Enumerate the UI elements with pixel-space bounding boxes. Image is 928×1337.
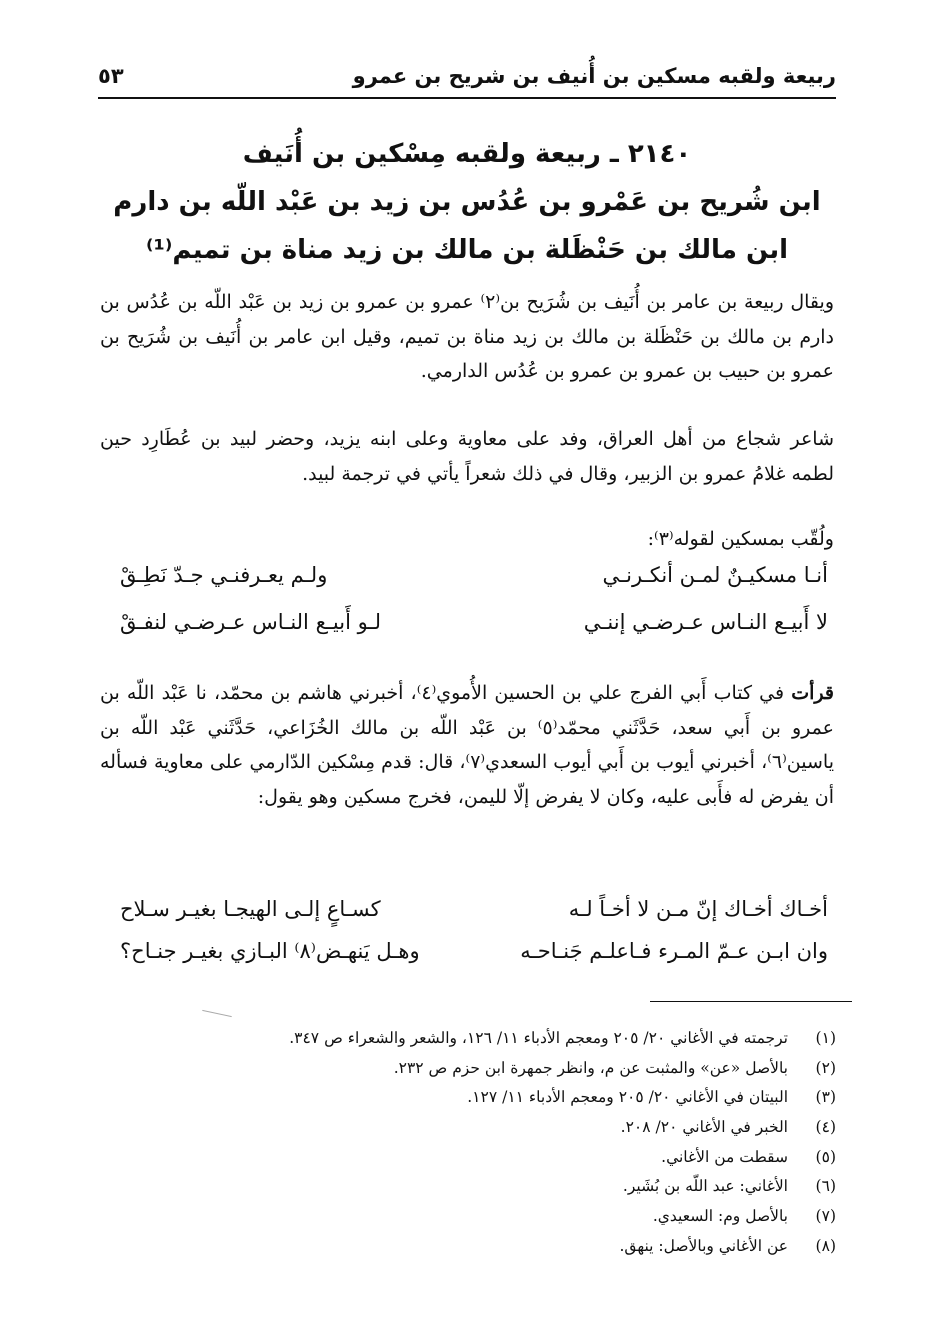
footnote-text: الأغاني: عبد اللّه بن بُشَير.	[622, 1177, 788, 1196]
footnotes	[100, 1024, 836, 1262]
footnote-text: سقطت من الأغاني.	[661, 1147, 788, 1166]
paragraph-biography: شاعر شجاع من أهل العراق، وفد على معاوية وعلى ابنه يزيد، وحضر لبيد بن عُطَارِد حين لطمه غلامُ عمرو بن الزبير، وقال في ذلك شعراً يأتي في ترجمة لبيد.	[100, 428, 834, 485]
page-number: ٥٣	[98, 64, 124, 88]
footnote-number: (٤)	[815, 1118, 836, 1137]
footnote-number: (١)	[815, 1029, 836, 1047]
footnote-rule	[650, 1001, 852, 1002]
footnote	[100, 1083, 836, 1113]
footnote	[100, 1202, 836, 1232]
verse-line	[120, 610, 828, 646]
footnote	[100, 1172, 836, 1202]
footnote-number: (٣)	[815, 1088, 836, 1107]
verse-second-hemistich: وهـل يَنهـض⁽٨⁾ البـازي بغيـر جنـاح؟	[120, 939, 420, 963]
paragraph-report	[100, 676, 834, 814]
heading-line-2: ابن شُريح بن عَمْرو بن عُدُس بن زيد بن عَبْد اللّه بن دارم	[113, 187, 821, 217]
heading-line-3: ابن مالك بن حَنْظَلة بن مالك بن زيد مناة بن تميم⁽¹⁾	[145, 235, 789, 265]
footnote	[100, 1024, 836, 1054]
footnote	[100, 1054, 836, 1084]
heading-line-1: ٢١٤٠ ـ ربيعة ولقبه مِسْكين بن أُنَيف	[242, 139, 692, 169]
running-title: ربيعة ولقبه مسكين بن أُنيف بن شريح بن عمرو	[352, 64, 836, 88]
verse-line	[120, 939, 828, 975]
footnote-text: بالأصل وم: السعيدي.	[652, 1207, 788, 1226]
footnote	[100, 1113, 836, 1143]
footnote	[100, 1143, 836, 1173]
footnote-number: (٦)	[815, 1177, 836, 1196]
verse-first-hemistich: وان ابـن عـمّ المـرء فـاعلـم جَنـاحـه	[520, 939, 828, 963]
footnote-text: بالأصل «عن» والمثبت عن م، وانظر جمهرة ابن حزم ص ٢٣٢.	[393, 1058, 788, 1077]
running-header	[98, 62, 836, 94]
footnote-number: (٢)	[815, 1058, 836, 1077]
verse-line	[120, 897, 828, 933]
paragraph-nickname: ولُقّب بمسكين لقوله⁽٣⁾:	[647, 528, 834, 550]
verse-first-hemistich: أنـا مسكيـنٌ لمـن أنكـرنـي	[602, 563, 828, 587]
report-text: في كتاب أَبي الفرج علي بن الحسين الأُموي⁽٤⁾، أخبرني هاشم بن محمّد، نا عَبْد اللّه بن عمرو بن أَبي سعد، حَدَّثَني محمّد⁽٥⁾ بن عَبْد اللّه بن مالك الخُزَاعي، حَدَّثَني عَبْد اللّه بن ياسين⁽٦⁾، أخبرني أيوب بن أَبي أيوب السعدي⁽٧⁾، قال: قدم مِسْكين الدّارمي على معاوية فسأله أن يفرض له فأَبى عليه، وكان لا يفرض إلّا لليمن، فخرج مسكين وهو يقول:	[100, 682, 835, 808]
footnote-text: عن الأغاني وبالأصل: ينهق.	[619, 1236, 788, 1255]
footnote-number: (٥)	[815, 1147, 836, 1166]
footnote-text: الخبر في الأغاني ٢٠/ ٢٠٨.	[620, 1118, 788, 1137]
footnote-number: (٧)	[815, 1207, 836, 1226]
scan-mark	[202, 1010, 232, 1017]
entry-heading	[98, 130, 836, 274]
verse-line	[120, 563, 828, 599]
verse-second-hemistich: كسـاعٍ إلـى الهيجـا بغيـر سـلاح	[120, 897, 381, 921]
footnote-text: ترجمته في الأغاني ٢٠/ ٢٠٥ ومعجم الأدباء ١١/ ١٢٦، والشعر والشعراء ص ٣٤٧.	[289, 1029, 788, 1047]
footnote-text: البيتان في الأغاني ٢٠/ ٢٠٥ ومعجم الأدباء ١١/ ١٢٧.	[467, 1088, 788, 1107]
verse-second-hemistich: لـو أَبيـع النـاس عـرضـي لنفـقْ	[120, 610, 381, 634]
verse-first-hemistich: لا أَبيـع النـاس عـرضـي إننـي	[583, 610, 828, 634]
verse-first-hemistich: أخـاك أخـاك إنّ مـن لا أخـاً لـه	[568, 897, 828, 921]
verse-second-hemistich: ولـم يعـرفنـي جـدّ نَطِـقْ	[120, 563, 328, 587]
header-rule	[98, 97, 836, 99]
footnote	[100, 1232, 836, 1262]
report-lead-word: قرأت	[791, 682, 834, 704]
footnote-number: (٨)	[815, 1236, 836, 1255]
paragraph-lineage: ويقال ربيعة بن عامر بن أُنَيف بن شُرَيح بن⁽٢⁾ عمرو بن عمرو بن زيد بن عَبْد اللّه بن عُدُس بن دارم بن مالك بن حَنْظَلة بن مالك بن زيد مناة بن تميم، وقيل ابن عامر بن أُنَيف بن شُرَيح بن عمرو بن حبيب بن عمرو بن عمرو بن عُدُس الدارمي.	[100, 291, 834, 382]
